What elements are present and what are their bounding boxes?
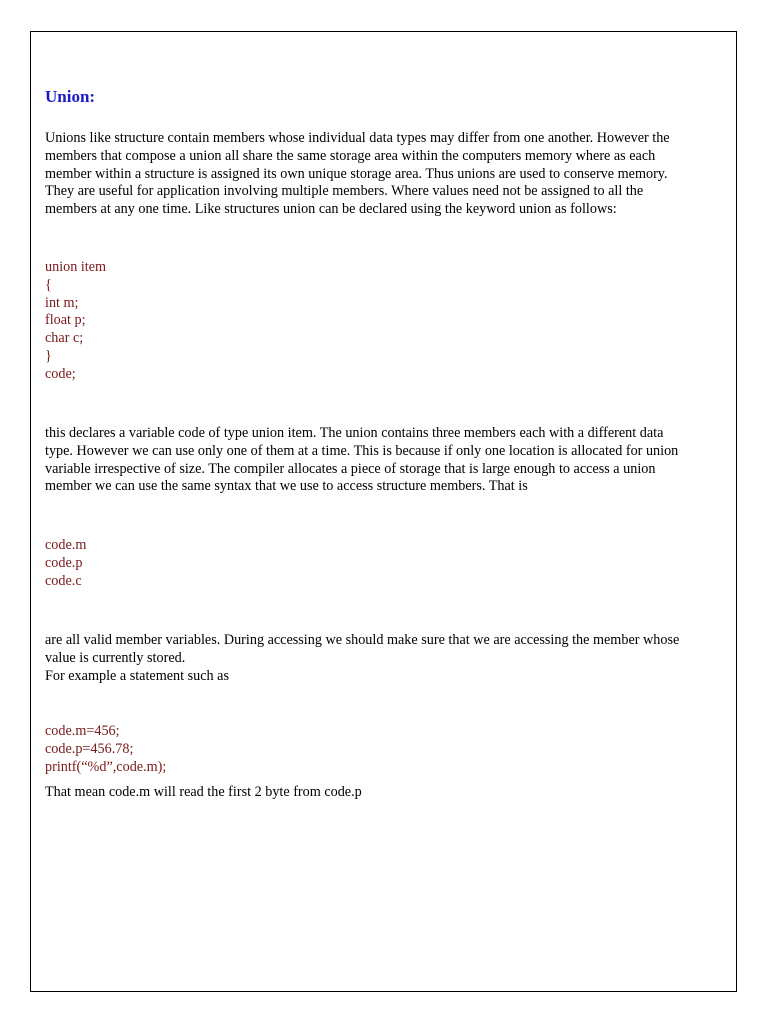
intro-paragraph	[45, 130, 725, 219]
paragraph-line: member within a structure is assigned its own unique storage area. Thus unions are used to conserve memory.	[45, 165, 668, 182]
paragraph-line: For example a statement such as	[45, 667, 229, 684]
code-line: code;	[45, 365, 76, 382]
paragraph-line: That mean code.m will read the first 2 byte from code.p	[45, 784, 362, 800]
code-line: code.p=456.78;	[45, 740, 134, 757]
paragraph-line: are all valid member variables. During accessing we should make sure that we are accessing the member whose	[45, 632, 680, 648]
code-line: code.m=456;	[45, 723, 120, 739]
paragraph-line: type. However we can use only one of them at a time. This is because if only one location is allocated for union	[45, 442, 679, 459]
paragraph-line: this declares a variable code of type union item. The union contains three members each with a different data	[45, 425, 664, 441]
code-line: int m;	[45, 294, 79, 311]
paragraph-line: Unions like structure contain members whose individual data types may differ from one another. However the	[45, 130, 670, 146]
code-line: printf(“%d”,code.m);	[45, 758, 167, 775]
code-line: union item	[45, 259, 107, 275]
paragraph-line: members that compose a union all share the same storage area within the computers memory where as each	[45, 147, 656, 164]
code-line: {	[45, 276, 52, 293]
member-access-code	[45, 537, 86, 590]
valid-members-paragraph	[45, 632, 725, 685]
code-line: float p;	[45, 312, 86, 329]
conclusion-paragraph	[45, 784, 725, 802]
code-line: }	[45, 347, 52, 364]
code-line: code.m	[45, 537, 87, 553]
code-line: code.c	[45, 572, 82, 589]
union-declaration-code	[45, 259, 106, 384]
code-line: char c;	[45, 330, 84, 347]
paragraph-line: members at any one time. Like structures union can be declared using the keyword union as follows:	[45, 201, 617, 218]
section-heading: Union:	[45, 87, 96, 106]
code-line: code.p	[45, 554, 83, 571]
paragraph-line: They are useful for application involving multiple members. Where values need not be assigned to all the	[45, 183, 644, 200]
paragraph-line: member we can use the same syntax that we use to access structure members. That is	[45, 478, 528, 495]
explanation-paragraph	[45, 425, 725, 496]
example-statement-code	[45, 723, 166, 776]
paragraph-line: value is currently stored.	[45, 649, 186, 666]
paragraph-line: variable irrespective of size. The compiler allocates a piece of storage that is large enough to access a union	[45, 460, 656, 477]
